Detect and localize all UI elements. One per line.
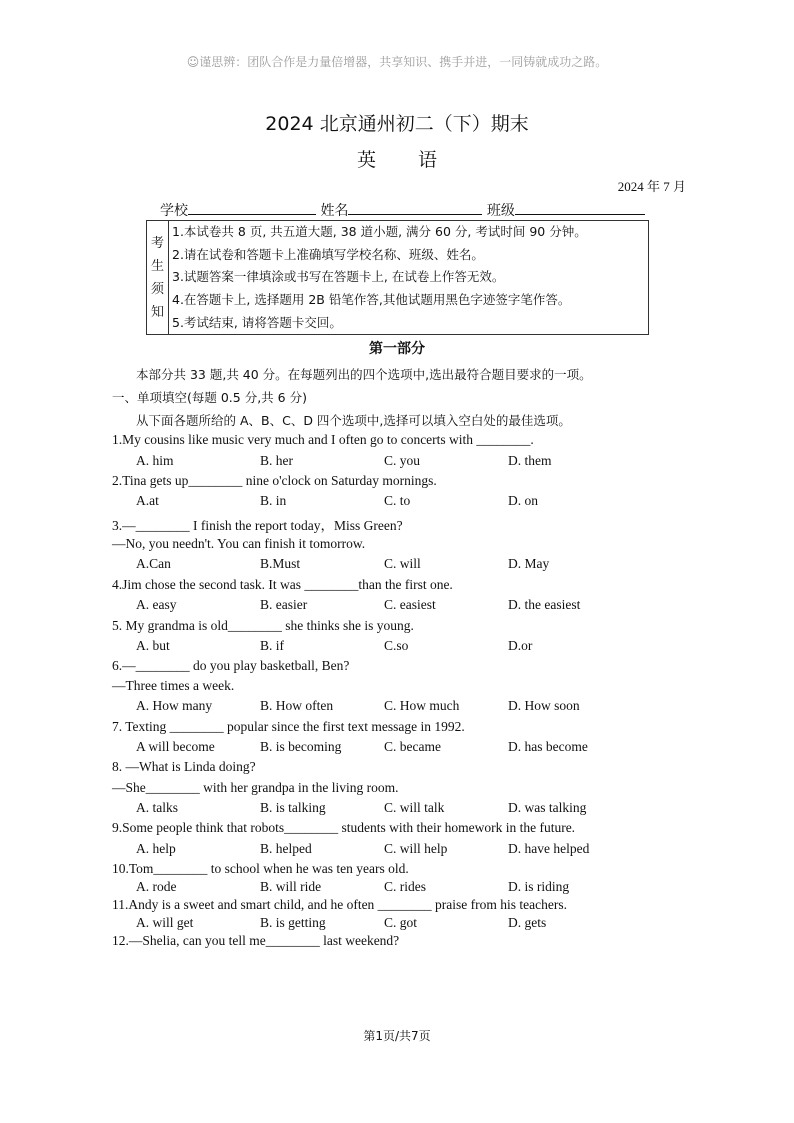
notice-side-char: 考 <box>150 236 164 251</box>
part-title: 第一部分 <box>369 341 425 357</box>
option-d[interactable]: D. them <box>508 453 552 468</box>
option-c[interactable]: C. rides <box>384 879 426 894</box>
question-stem: 3.—________ I finish the report today，Miss Green? <box>112 518 403 533</box>
notice-item: 4.在答题卡上, 选择题用 2B 铅笔作答,其他试题用黑色字迹签字笔作答。 <box>172 292 571 308</box>
option-a[interactable]: A. How many <box>136 698 213 713</box>
option-d[interactable]: D. have helped <box>508 841 590 856</box>
option-a[interactable]: A.Can <box>136 556 171 571</box>
option-a[interactable]: A. help <box>136 841 176 856</box>
option-d[interactable]: D. has become <box>508 739 588 754</box>
option-b[interactable]: B. helped <box>260 841 312 856</box>
option-d[interactable]: D.or <box>508 638 533 653</box>
option-a[interactable]: A. easy <box>136 597 177 612</box>
option-b[interactable]: B. in <box>260 493 287 508</box>
option-d[interactable]: D. gets <box>508 915 547 930</box>
class-label: 班级 <box>486 203 515 219</box>
option-d[interactable]: D. the easiest <box>508 597 581 612</box>
option-c[interactable]: C. will talk <box>384 800 445 815</box>
option-d[interactable]: D. is riding <box>508 879 570 894</box>
question-stem: 6.—________ do you play basketball, Ben? <box>112 658 350 673</box>
exam-title: 2024 北京通州初二（下）期末 <box>265 113 529 135</box>
question-stem: 4.Jim chose the second task. It was ________than the first one. <box>112 577 453 592</box>
question-stem: 1.My cousins like music very much and I often go to concerts with ________. <box>112 432 534 447</box>
option-b[interactable]: B. is becoming <box>260 739 342 754</box>
question-dialogue-line: —Three times a week. <box>112 678 235 693</box>
option-c[interactable]: C. got <box>384 915 418 930</box>
option-c[interactable]: C. easiest <box>384 597 436 612</box>
option-a[interactable]: A. him <box>136 453 174 468</box>
option-a[interactable]: A. will get <box>136 915 194 930</box>
section-title: 一、单项填空(每题 0.5 分,共 6 分) <box>112 390 307 405</box>
notice-side-char: 生 <box>150 259 164 274</box>
school-blank[interactable] <box>188 200 316 215</box>
notice-side-label <box>147 221 169 334</box>
exam-date: 2024 年 7 月 <box>617 179 686 194</box>
option-a[interactable]: A. but <box>136 638 170 653</box>
option-d[interactable]: D. was talking <box>508 800 587 815</box>
notice-side-char: 知 <box>150 305 164 320</box>
option-c[interactable]: C. will <box>384 556 421 571</box>
option-c[interactable]: C.so <box>384 638 409 653</box>
name-blank[interactable] <box>348 200 482 215</box>
section-instruction: 从下面各题所给的 A、B、C、D 四个选项中,选择可以填入空白处的最佳选项。 <box>136 413 571 428</box>
option-c[interactable]: C. How much <box>384 698 460 713</box>
question-stem: 8. —What is Linda doing? <box>112 759 256 774</box>
option-c[interactable]: C. to <box>384 493 411 508</box>
student-info-line <box>160 200 645 220</box>
notice-side-char: 须 <box>150 282 164 297</box>
option-c[interactable]: C. became <box>384 739 441 754</box>
question-dialogue-line: —She________ with her grandpa in the living room. <box>112 780 399 795</box>
option-b[interactable]: B. is getting <box>260 915 326 930</box>
notice-item: 2.请在试卷和答题卡上准确填写学校名称、班级、姓名。 <box>172 246 484 262</box>
watermark: ☺谨思辨：团队合作是力量倍增器，共享知识、携手并进，一同铸就成功之路。 <box>186 55 608 69</box>
option-a[interactable]: A. rode <box>136 879 177 894</box>
notice-item: 1.本试卷共 8 页, 共五道大题, 38 道小题, 满分 60 分, 考试时间 90 分钟。 <box>172 224 587 239</box>
option-b[interactable]: B. will ride <box>260 879 322 894</box>
question-stem: 5. My grandma is old________ she thinks she is young. <box>112 618 414 633</box>
question-stem: 9.Some people think that robots________ students with their homework in the future. <box>112 820 576 835</box>
question-dialogue-line: —No, you needn't. You can finish it tomorrow. <box>112 536 366 551</box>
page-footer: 第1页/共7页 <box>363 1029 431 1043</box>
question-stem: 12.—Shelia, can you tell me________ last weekend? <box>112 933 400 948</box>
option-d[interactable]: D. How soon <box>508 698 580 713</box>
notice-item: 5.考试结束, 请将答题卡交回。 <box>172 314 342 330</box>
question-stem: 2.Tina gets up________ nine o'clock on Saturday mornings. <box>112 473 437 488</box>
option-d[interactable]: D. May <box>508 556 550 571</box>
option-b[interactable]: B.Must <box>260 556 301 571</box>
question-stem: 11.Andy is a sweet and smart child, and he often ________ praise from his teachers. <box>112 897 568 912</box>
exam-notice-box <box>146 220 649 335</box>
class-blank[interactable] <box>515 200 645 215</box>
name-label: 姓名 <box>320 203 349 219</box>
exam-subject: 英语 <box>356 149 479 171</box>
option-c[interactable]: C. will help <box>384 841 448 856</box>
notice-item: 3.试题答案一律填涂或书写在答题卡上, 在试卷上作答无效。 <box>172 269 505 285</box>
question-stem: 7. Texting ________ popular since the first text message in 1992. <box>112 719 465 734</box>
option-b[interactable]: B. easier <box>260 597 308 612</box>
option-b[interactable]: B. is talking <box>260 800 326 815</box>
option-c[interactable]: C. you <box>384 453 421 468</box>
notice-items <box>172 221 648 334</box>
option-a[interactable]: A.at <box>136 493 159 508</box>
option-b[interactable]: B. if <box>260 638 285 653</box>
question-stem: 10.Tom________ to school when he was ten years old. <box>112 861 409 876</box>
part-description: 本部分共 33 题,共 40 分。在每题列出的四个选项中,选出最符合题目要求的一项。 <box>136 367 592 382</box>
option-a[interactable]: A. talks <box>136 800 178 815</box>
option-b[interactable]: B. her <box>260 453 293 468</box>
option-b[interactable]: B. How often <box>260 698 334 713</box>
school-label: 学校 <box>160 203 188 219</box>
option-d[interactable]: D. on <box>508 493 538 508</box>
option-a[interactable]: A will become <box>136 739 215 754</box>
